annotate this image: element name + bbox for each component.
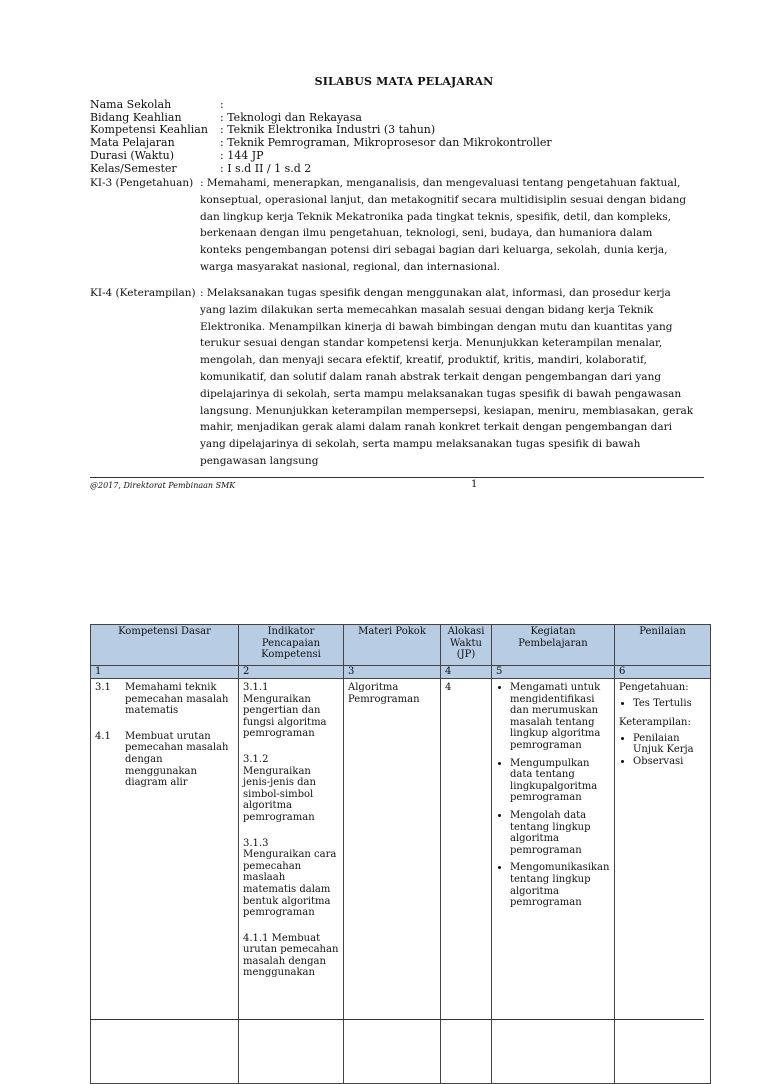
kd-item — [95, 682, 234, 717]
info-label: Nama Sekolah — [90, 98, 172, 111]
ki3-line: berkenaan dengan ilmu pengetahuan, teknologi, seni, budaya, dan humaniora dalam — [200, 227, 653, 240]
kd-code: 4.1 — [95, 730, 111, 742]
ki4-line: yang dipelajarinya di sekolah, serta mampu melaksanakan tugas spesifik di bawah — [200, 438, 641, 451]
syllabus-table — [90, 624, 711, 1084]
col-number: 5 — [492, 666, 615, 679]
col-number: 2 — [239, 666, 344, 679]
ki4-line: terukur sesuai dengan standar kompetensi kerja. Menunjukkan keterampilan menalar, — [200, 337, 663, 350]
col-header: Alokasi Waktu (JP) — [441, 625, 492, 666]
ki4-line: pengawasan langsung — [200, 454, 319, 467]
col-header: Kompetensi Dasar — [91, 625, 239, 666]
ki3-block — [90, 175, 710, 276]
kegiatan-item: • Mengolah data tentang lingkup algoritma pemrograman — [510, 810, 610, 856]
penilaian-pengetahuan-list — [619, 698, 706, 710]
kd-text: Membuat urutan pemecahan masalah dengan menggunakan diagram alir — [125, 730, 229, 789]
info-value: : Teknik Pemrograman, Mikroprosesor dan Mikrokontroller — [220, 136, 552, 150]
info-value: : Teknik Elektronika Industri (3 tahun) — [220, 123, 436, 137]
materi-cell: Algoritma Pemrograman — [344, 679, 441, 1084]
ki4-block — [90, 285, 710, 470]
indikator-item: 4.1.1 Membuat urutan pemecahan masalah dengan menggunakan — [243, 932, 339, 979]
penilaian-pengetahuan-label: Pengetahuan: — [619, 682, 689, 693]
kegiatan-item: • Mengamati untuk mengidentifikasi dan merumuskan masalah tentang lingkup algoritma pemrograman — [510, 682, 610, 752]
info-label: Durasi (Waktu) — [90, 148, 175, 162]
kd-code: 3.1 — [95, 682, 111, 693]
info-value: : 144 JP — [220, 148, 264, 162]
kegiatan-cell — [492, 679, 615, 1084]
bottom-divider — [90, 1019, 704, 1020]
kd-text: Memahami teknik pemecahan masalah matematis — [125, 682, 229, 717]
ki4-line: komunikatif, dan solutif dalam ranah abstrak terkait dengan pengembangan dari yang — [200, 370, 662, 383]
col-number: 6 — [615, 666, 711, 679]
info-label: Kelas/Semester — [90, 161, 177, 175]
ki3-line: konseptual, operasional lanjut, dan metakognitif secara multidisiplin sesuai dengan bidang — [200, 193, 687, 206]
info-row — [90, 99, 552, 112]
col-number: 3 — [344, 666, 441, 679]
col-header: Penilaian — [615, 625, 711, 666]
ki3-line — [90, 175, 710, 192]
table-header-row — [91, 625, 711, 666]
ki3-line: dan lingkup kerja Teknik Mekatronika pada tingkat teknis, spesifik, detil, dan kompleks, — [200, 210, 672, 223]
page-number: 1 — [471, 479, 478, 490]
ki3-text: : Memahami, menerapkan, menganalisis, dan mengevaluasi tentang pengetahuan faktual, — [200, 177, 681, 189]
kegiatan-list — [496, 682, 610, 909]
ki4-line: yang lazim dilakukan serta memecahkan masalah sesuai dengan bidang kerja Teknik — [200, 303, 654, 316]
info-label: Bidang Keahlian — [90, 110, 182, 124]
ki3-line: warga masyarakat nasional, regional, dan internasional. — [200, 260, 501, 273]
indikator-item: 3.1.2 Menguraikan jenis-jenis dan simbol-simbol algoritma pemrograman — [243, 753, 316, 823]
page-title: SILABUS MATA PELAJARAN — [314, 75, 494, 88]
col-header: Kegiatan Pembelajaran — [492, 625, 615, 666]
ki4-line: langsung. Menunjukkan keterampilan mempersepsi, kesiapan, meniru, membiasakan, gerak — [200, 404, 694, 417]
penilaian-item: • Penilaian Unjuk Kerja — [633, 733, 706, 756]
info-block — [90, 99, 552, 175]
table-row — [91, 679, 711, 1084]
kegiatan-item: • Mengomunikasikan tentang lingkup algoritma pemrograman — [510, 862, 610, 908]
ki4-line: Elektronika. Menampilkan kinerja di bawah bimbingan dengan mutu dan kuantitas yang — [200, 320, 673, 333]
penilaian-item: • Observasi — [633, 756, 706, 768]
col-header: Materi Pokok — [344, 625, 441, 666]
penilaian-item: • Tes Tertulis — [633, 698, 706, 710]
alokasi-cell: 4 — [441, 679, 492, 1084]
indikator-item: 3.1.3 Menguraikan cara pemecahan maslaah matematis dalam bentuk algoritma pemrograman — [243, 837, 337, 919]
info-value: : Teknologi dan Rekayasa — [220, 110, 362, 124]
info-label: Kompetensi Keahlian — [90, 123, 208, 137]
ki4-line: mengolah, dan menyaji secara efektif, kreatif, produktif, kritis, mandiri, kolaboratif, — [200, 354, 647, 367]
info-row — [90, 137, 552, 150]
kd-item — [95, 731, 234, 789]
footer-copyright: @2017, Direktorat Pembinaan SMK — [90, 481, 236, 490]
col-header: Indikator Pencapaian Kompetensi — [239, 625, 344, 666]
info-row — [90, 150, 552, 163]
penilaian-cell — [615, 679, 711, 1084]
kegiatan-item: • Mengumpulkan data tentang lingkupalgoritma pemrograman — [510, 758, 610, 804]
table-number-row — [91, 666, 711, 679]
col-number: 4 — [441, 666, 492, 679]
ki4-text: : Melaksanakan tugas spesifik dengan menggunakan alat, informasi, dan prosedur kerja — [200, 287, 671, 299]
indikator-cell — [239, 679, 344, 1084]
info-row — [90, 163, 552, 176]
ki4-line: mahir, menjadikan gerak alami dalam ranah konkret terkait dengan pengembangan dari — [200, 421, 673, 434]
footer-divider — [90, 477, 704, 478]
penilaian-keterampilan-list — [619, 733, 706, 768]
ki4-line — [90, 285, 710, 302]
ki3-line: konteks pengembangan potensi diri sebagai bagian dari keluarga, sekolah, dunia kerja, — [200, 244, 668, 257]
info-label: Mata Pelajaran — [90, 136, 175, 150]
col-number: 1 — [91, 666, 239, 679]
info-value: : I s.d II / 1 s.d 2 — [220, 161, 312, 175]
ki4-line: dipelajarinya di sekolah, serta mampu melaksanakan tugas spesifik di bawah pengawasan — [200, 387, 682, 400]
indikator-item: 3.1.1 Menguraikan pengertian dan fungsi algoritma pemrograman — [243, 682, 327, 740]
penilaian-keterampilan-label: Keterampilan: — [619, 717, 691, 729]
ki3-heading: KI-3 (Pengetahuan) — [90, 177, 194, 189]
ki4-heading: KI-4 (Keterampilan) — [90, 287, 196, 299]
kd-cell — [91, 679, 239, 1084]
info-value: : — [220, 98, 224, 111]
